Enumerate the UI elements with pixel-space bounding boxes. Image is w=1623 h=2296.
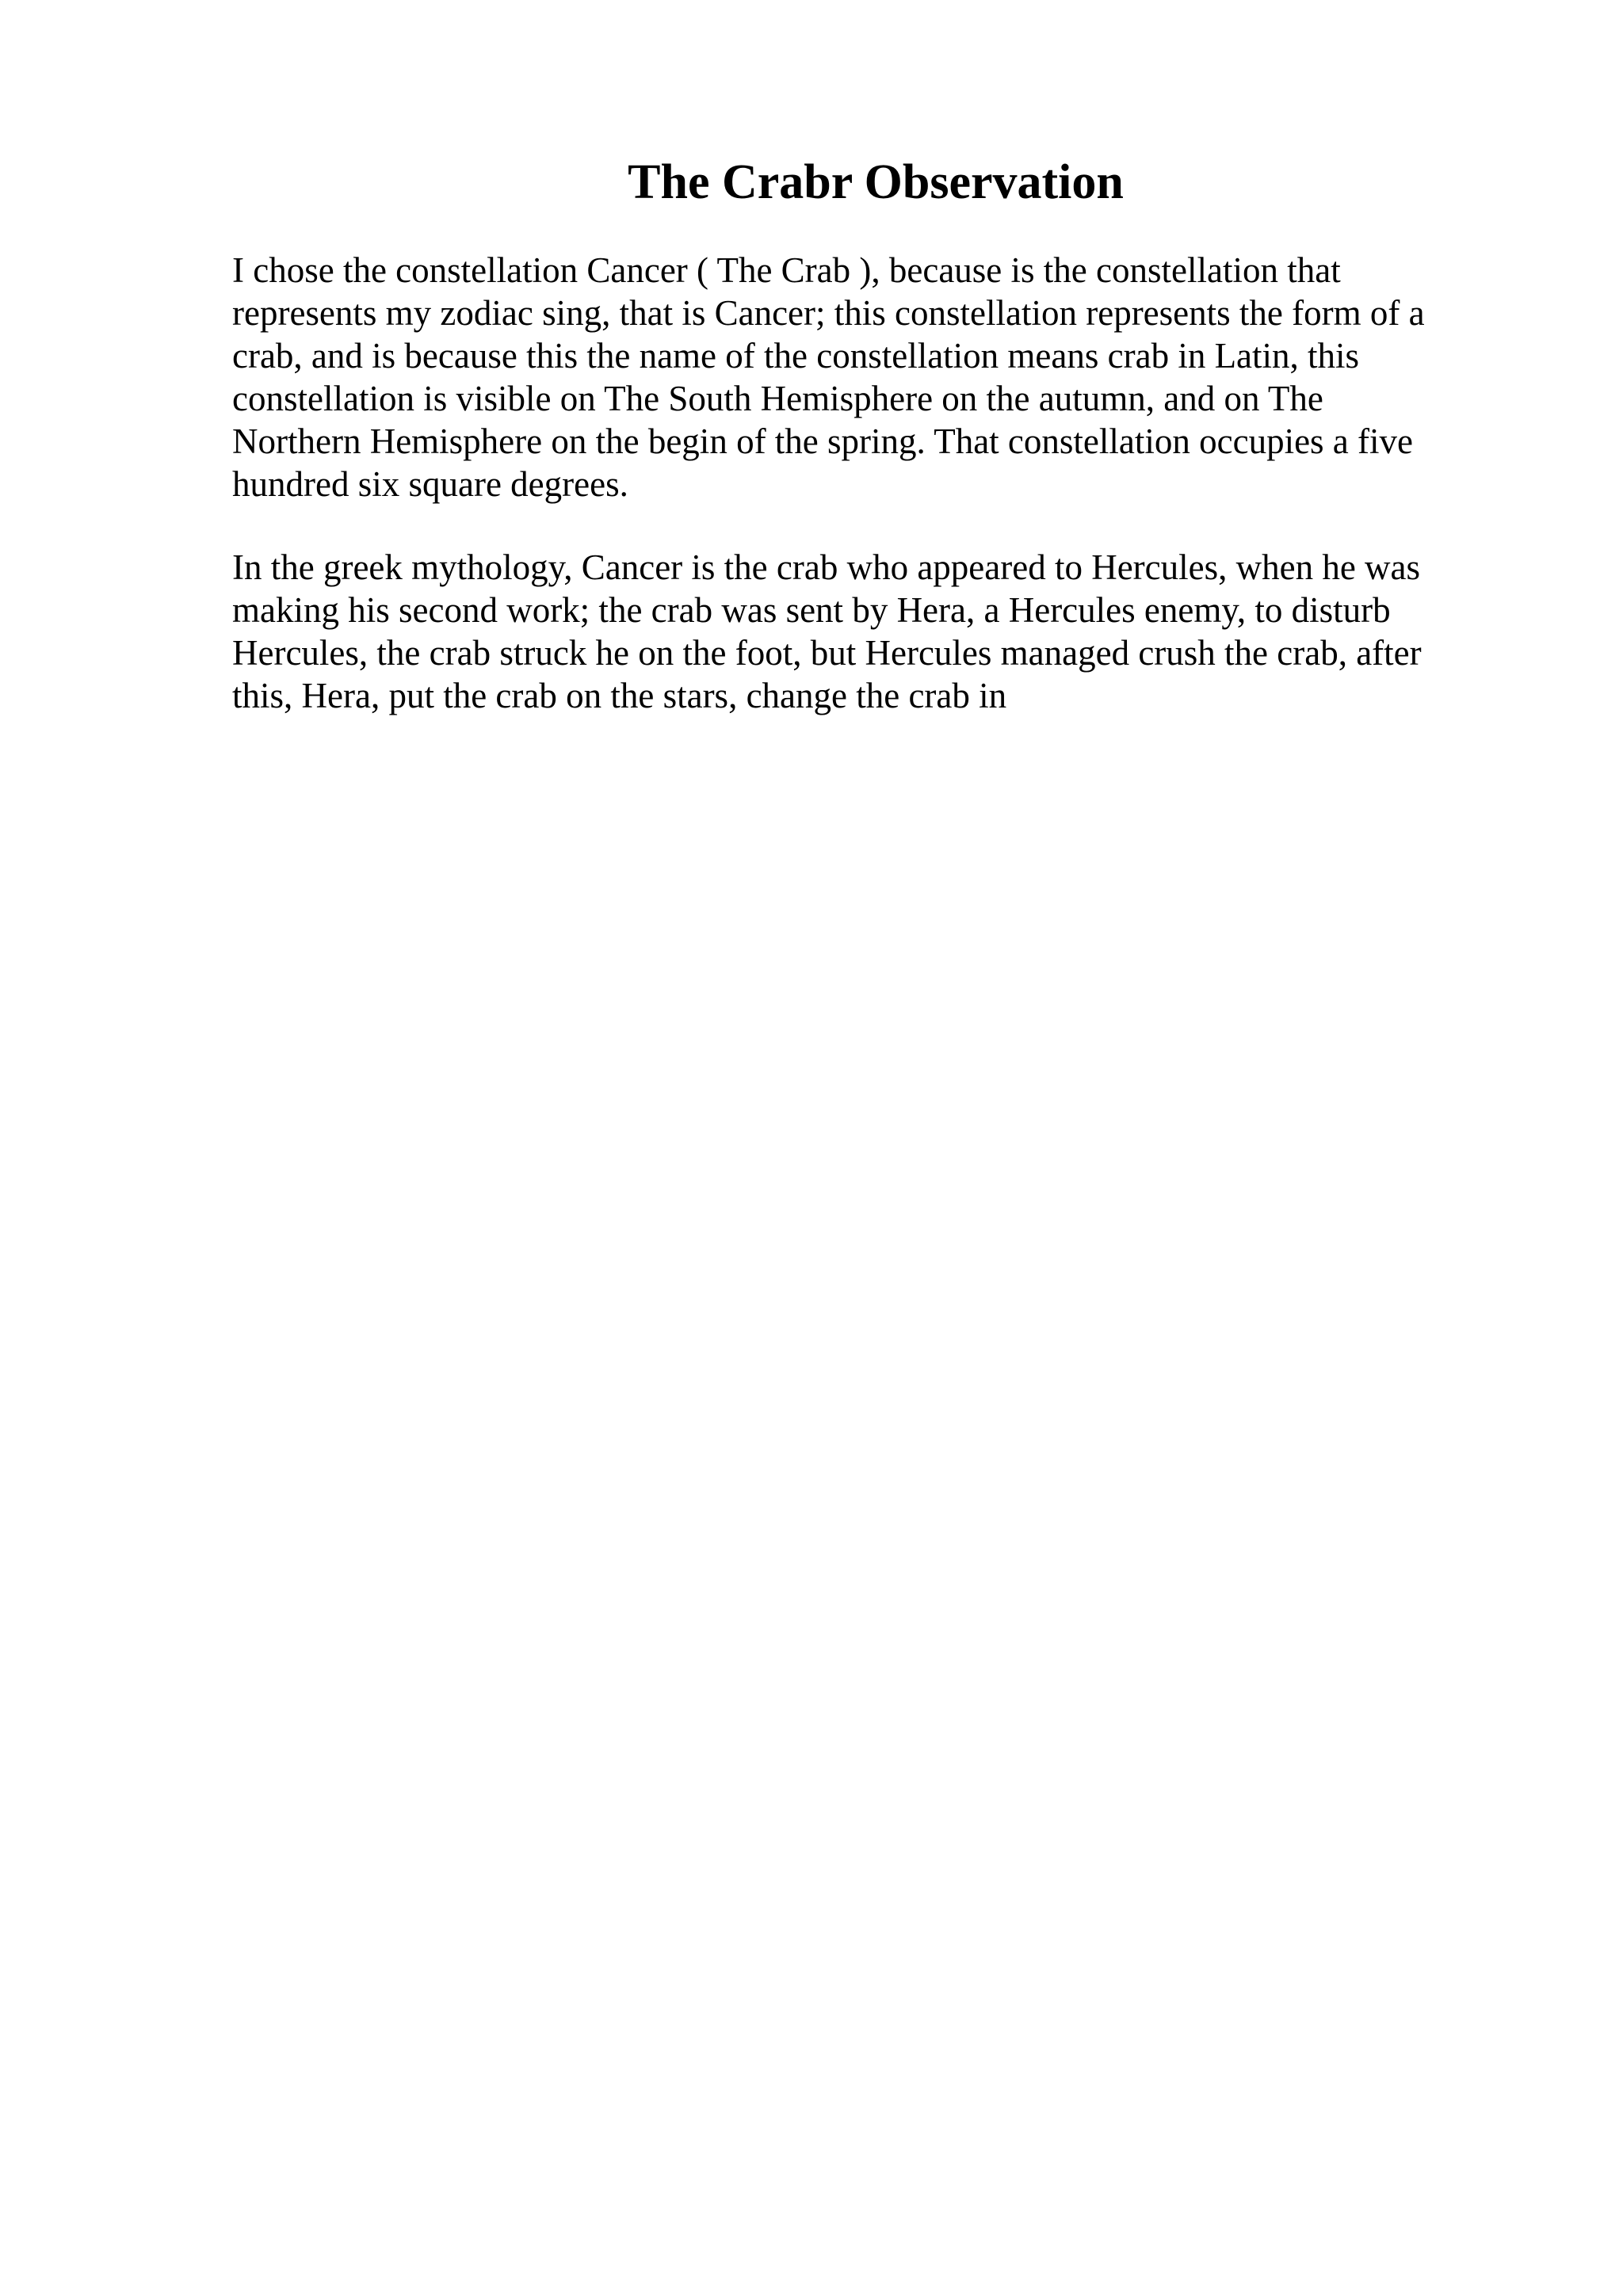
paragraph-line: crab, and is because this the name of the constellation means crab in Latin, this: [232, 336, 1360, 376]
paragraph-line: represents my zodiac sing, that is Cancer; this constellation represents the form of a: [232, 293, 1425, 333]
paragraph-line: Hercules, the crab struck he on the foot, but Hercules managed crush the crab, after: [232, 633, 1422, 673]
paragraph-line: constellation is visible on The South Hemisphere on the autumn, and on The: [232, 379, 1323, 418]
paragraph-mythology: [232, 546, 1484, 717]
paragraph-line: this, Hera, put the crab on the stars, change the crab in: [232, 676, 1007, 715]
paragraph-line: In the greek mythology, Cancer is the crab who appeared to Hercules, when he was: [232, 547, 1421, 587]
paragraph-line: hundred six square degrees.: [232, 464, 628, 504]
paragraph-line: I chose the constellation Cancer ( The Crab ), because is the constellation that: [232, 250, 1341, 290]
paragraph-line: Northern Hemisphere on the begin of the spring. That constellation occupies a five: [232, 421, 1413, 461]
paragraph-line: making his second work; the crab was sent by Hera, a Hercules enemy, to disturb: [232, 590, 1391, 630]
paragraph-constellation: [232, 249, 1484, 505]
document-title: The Crabr Observation: [628, 155, 1124, 209]
